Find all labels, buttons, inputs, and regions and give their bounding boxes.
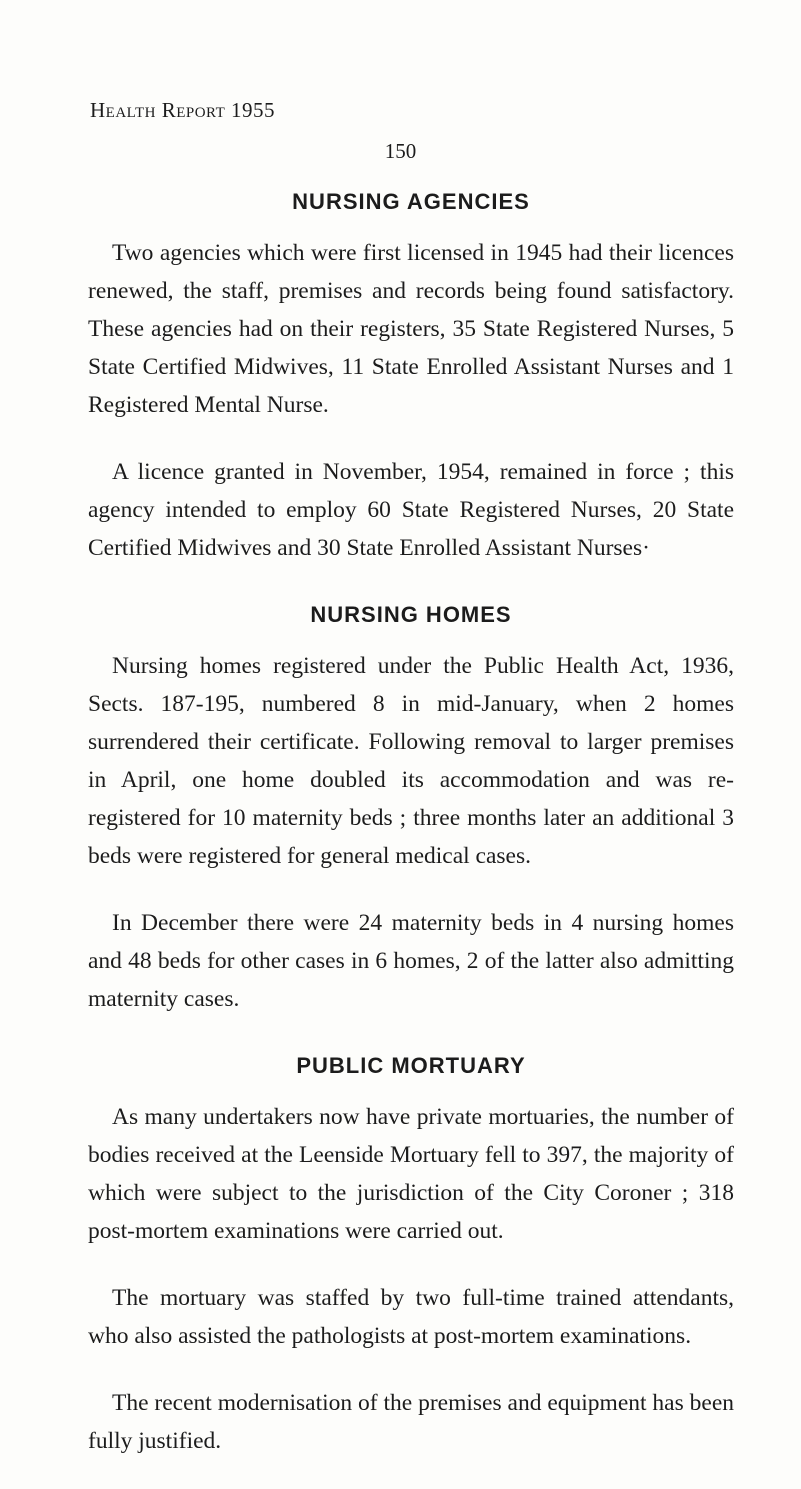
page-number: 150 — [384, 139, 417, 163]
section-public-mortuary — [88, 1050, 734, 1460]
paragraph: Nursing homes registered under the Public Health Act, 1936, Sects. 187-195, numbered 8 in mid-January, when 2 homes surrendered their certificate. Following removal to larger premises in April, one home doubled its accommodation and was re-registered for 10 maternity beds ; three months later an additional 3 beds were registered for general medical cases. — [88, 653, 734, 869]
section-heading: NURSING HOMES — [310, 602, 512, 627]
section-heading: PUBLIC MORTUARY — [296, 1053, 526, 1078]
running-title: Health Report 1955 — [90, 98, 276, 122]
page-body — [88, 186, 734, 1489]
paragraph: As many undertakers now have private mortuaries, the number of bodies received at the Leenside Mortuary fell to 397, the majority of which were subject to the jurisdiction of the City Coroner ; 318 post-mortem examinations were carried out. — [88, 1104, 734, 1244]
paragraph: The mortuary was staffed by two full-time trained attendants, who also assisted the pathologists at post-mortem examinations. — [88, 1285, 734, 1349]
paragraph: The recent modernisation of the premises and equipment has been fully justified. — [88, 1390, 734, 1454]
section-nursing-agencies — [88, 186, 734, 567]
section-heading: NURSING AGENCIES — [292, 189, 530, 214]
paragraph: In December there were 24 maternity beds in 4 nursing homes and 48 beds for other cases in 6 homes, 2 of the latter also admitting maternity cases. — [88, 910, 734, 1012]
paragraph: A licence granted in November, 1954, remained in force ; this agency intended to employ 60 State Registered Nurses, 20 State Certified Midwives and 30 State Enrolled Assistant Nurses· — [88, 459, 734, 561]
paragraph: Two agencies which were first licensed in 1945 had their licences renewed, the staff, premises and records being found satisfactory. These agencies had on their registers, 35 State Registered Nurses, 5 State Certified Midwives, 11 State Enrolled Assistant Nurses and 1 Registered Mental Nurse. — [88, 240, 734, 418]
section-nursing-homes — [88, 599, 734, 1018]
